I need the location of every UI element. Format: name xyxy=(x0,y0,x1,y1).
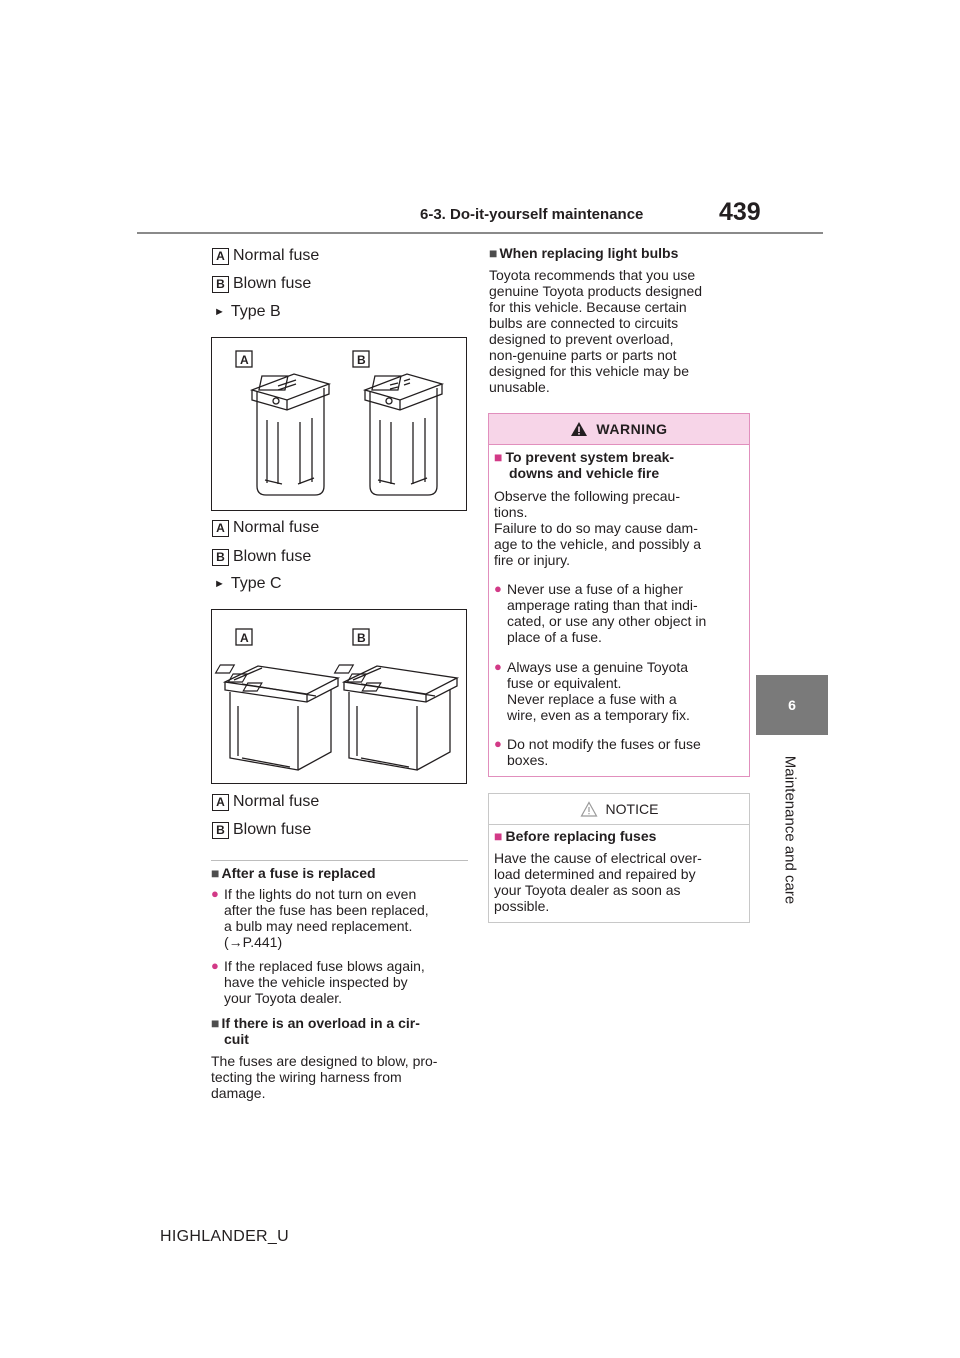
text-line: your Toyota dealer. xyxy=(224,990,343,1006)
label-marker: A xyxy=(212,520,229,537)
text-line: a bulb may need replacement. xyxy=(224,918,413,934)
label-row-blown xyxy=(212,547,311,567)
text-line: load determined and repaired by xyxy=(494,866,696,882)
type-b-text: Type B xyxy=(230,303,281,320)
bullet-item xyxy=(211,886,429,950)
triangle-arrow-icon: ► xyxy=(214,578,225,590)
figure-label-a: A xyxy=(240,353,249,367)
figure-label-b: B xyxy=(357,631,366,645)
text-line: place of a fuse. xyxy=(507,629,602,645)
text-line: To prevent system break- xyxy=(505,449,675,465)
text-line: fuse or equivalent. xyxy=(507,675,622,691)
circle-bullet-icon: ● xyxy=(494,736,502,751)
warning-title: WARNING xyxy=(596,421,668,437)
label-row-blown xyxy=(212,274,311,294)
text-line: possible. xyxy=(494,898,550,914)
text-line: your Toyota dealer as soon as xyxy=(494,882,681,898)
notice-heading xyxy=(494,828,656,844)
label-marker: A xyxy=(212,794,229,811)
notice-box xyxy=(488,793,750,923)
text-line: Observe the following precau- xyxy=(494,488,680,504)
warning-header xyxy=(489,414,749,445)
figure-type-b xyxy=(211,337,467,511)
text-line: amperage rating than that indi- xyxy=(507,597,698,613)
square-bullet-icon: ■ xyxy=(489,245,498,261)
divider xyxy=(211,860,468,861)
text-line: The fuses are designed to blow, pro- xyxy=(211,1053,438,1069)
text-line: If the replaced fuse blows again, xyxy=(224,958,425,974)
label-text: Normal fuse xyxy=(233,519,320,536)
heading-text: After a fuse is replaced xyxy=(221,865,376,881)
text-line: fire or injury. xyxy=(494,552,570,568)
overload-heading xyxy=(211,1015,420,1047)
type-c-heading xyxy=(214,575,282,593)
label-marker: A xyxy=(212,248,229,265)
label-row-blown xyxy=(212,820,311,840)
bullet-item xyxy=(494,736,701,768)
figure-type-c xyxy=(211,609,467,784)
text-line: If there is an overload in a cir- xyxy=(221,1015,420,1031)
chapter-label-text: Maintenance and care xyxy=(781,755,799,905)
chapter-label xyxy=(779,745,801,915)
text-line: cated, or use any other object in xyxy=(507,613,707,629)
label-text: Blown fuse xyxy=(233,821,312,838)
bullet-item xyxy=(494,581,706,645)
footer-model: HIGHLANDER_U xyxy=(160,1228,289,1245)
warning-triangle-icon xyxy=(570,421,588,437)
notice-header xyxy=(489,794,749,825)
type-b-heading xyxy=(214,303,281,321)
text-line: tions. xyxy=(494,504,528,520)
caution-triangle-icon xyxy=(580,801,598,817)
text-line: Have the cause of electrical over- xyxy=(494,850,702,866)
text-line: genuine Toyota products designed xyxy=(489,283,703,299)
notice-body xyxy=(494,850,702,914)
notice-title: NOTICE xyxy=(605,801,659,817)
text-line: boxes. xyxy=(507,752,549,768)
fuse-type-b-illustration xyxy=(212,338,466,510)
text-line: Failure to do so may cause dam- xyxy=(494,520,698,536)
warning-box xyxy=(488,413,750,777)
label-marker: B xyxy=(212,549,229,566)
label-text: Normal fuse xyxy=(233,793,320,810)
square-bullet-icon: ■ xyxy=(494,449,503,465)
text-line: age to the vehicle, and possibly a xyxy=(494,536,702,552)
text-line: bulbs are connected to circuits xyxy=(489,315,679,331)
triangle-arrow-icon: ► xyxy=(214,306,225,318)
label-row-normal xyxy=(212,246,319,266)
fuse-type-c-illustration xyxy=(212,610,466,783)
figure-label-b: B xyxy=(357,353,366,367)
text-line: designed to prevent overload, xyxy=(489,331,674,347)
section-title: 6-3. Do-it-yourself maintenance xyxy=(420,206,644,223)
circle-bullet-icon: ● xyxy=(211,886,219,901)
text-line: damage. xyxy=(211,1085,266,1101)
label-marker: B xyxy=(212,276,229,293)
type-c-text: Type C xyxy=(230,575,282,592)
bullet-item xyxy=(211,958,425,1006)
circle-bullet-icon: ● xyxy=(494,659,502,674)
light-bulbs-heading xyxy=(489,245,678,261)
header-rule xyxy=(137,232,823,234)
square-bullet-icon: ■ xyxy=(494,828,503,844)
label-text: Normal fuse xyxy=(233,247,320,264)
bullet-item xyxy=(494,659,690,723)
text-line: tecting the wiring harness from xyxy=(211,1069,402,1085)
text-line: If the lights do not turn on even xyxy=(224,886,417,902)
text-line: for this vehicle. Because certain xyxy=(489,299,687,315)
heading-text: Before replacing fuses xyxy=(505,828,657,844)
page-reference-link[interactable]: (→P.441) xyxy=(224,934,283,950)
overload-body xyxy=(211,1053,437,1101)
text-line: cuit xyxy=(224,1031,249,1047)
chapter-tab xyxy=(756,675,828,735)
text-line: Do not modify the fuses or fuse xyxy=(507,736,701,752)
heading-text: When replacing light bulbs xyxy=(499,245,679,261)
circle-bullet-icon: ● xyxy=(211,958,219,973)
text-line: Always use a genuine Toyota xyxy=(507,659,689,675)
warning-intro xyxy=(494,488,701,568)
text-line: Never use a fuse of a higher xyxy=(507,581,683,597)
figure-label-a: A xyxy=(240,631,249,645)
text-line: downs and vehicle fire xyxy=(509,465,660,481)
label-row-normal xyxy=(212,518,319,538)
label-marker: B xyxy=(212,822,229,839)
label-row-normal xyxy=(212,792,319,812)
text-line: non-genuine parts or parts not xyxy=(489,347,677,363)
after-replaced-heading xyxy=(211,865,376,881)
square-bullet-icon: ■ xyxy=(211,1015,220,1031)
light-bulbs-body xyxy=(489,267,702,395)
text-line: Never replace a fuse with a xyxy=(507,691,677,707)
label-text: Blown fuse xyxy=(233,275,312,292)
text-line: unusable. xyxy=(489,379,550,395)
text-line: Toyota recommends that you use xyxy=(489,267,696,283)
text-line: have the vehicle inspected by xyxy=(224,974,408,990)
circle-bullet-icon: ● xyxy=(494,581,502,596)
warning-heading xyxy=(494,449,674,481)
text-line: wire, even as a temporary fix. xyxy=(507,707,690,723)
label-text: Blown fuse xyxy=(233,548,312,565)
square-bullet-icon: ■ xyxy=(211,865,220,881)
text-line: after the fuse has been replaced, xyxy=(224,902,429,918)
chapter-number: 6 xyxy=(788,697,796,713)
text-line: designed for this vehicle may be xyxy=(489,363,689,379)
page-number: 439 xyxy=(719,198,761,226)
